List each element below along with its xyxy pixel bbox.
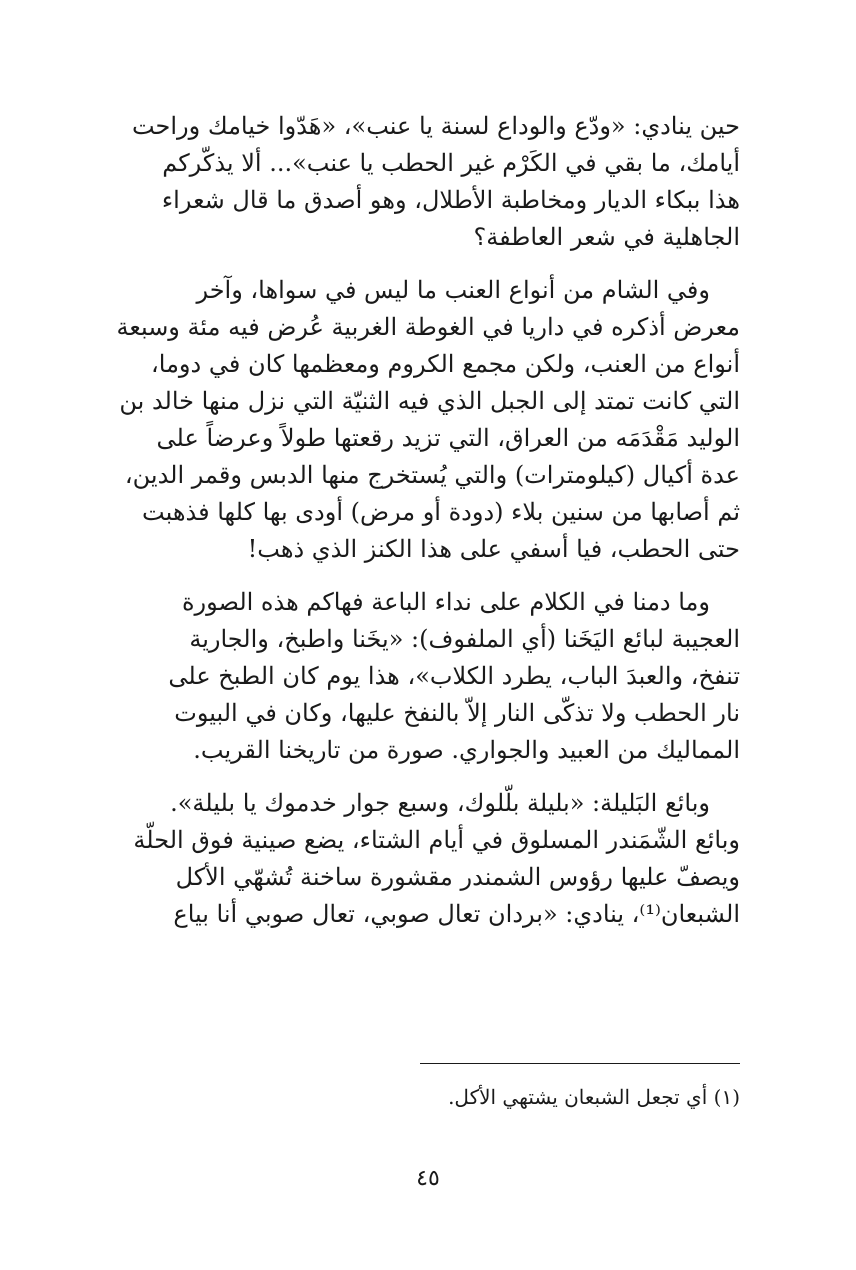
text-line: حين ينادي: «ودّع والوداع لسنة يا عنب»، «هَدّوا خيامك وراحت [131,112,740,140]
text-line: وبائع الشّمَندر المسلوق في أيام الشتاء، يضع صينية فوق الحلّة [133,826,740,854]
text-line: حتى الحطب، فيا أسفي على هذا الكنز الذي ذهب! [247,535,740,563]
page-body [118,108,740,949]
text-line: عدة أكيال (كيلومترات) والتي يُستخرج منها الدبس وقمر الدين، [124,461,740,489]
text-line: الجاهلية في شعر العاطفة؟ [473,223,740,251]
text-line: وما دمنا في الكلام على نداء الباعة فهاكم هذه الصورة [181,588,710,616]
paragraph-2 [118,272,740,568]
footnote-divider [420,1063,740,1064]
text-line: ويصفّ عليها رؤوس الشمندر مقشورة ساخنة تُشهّي الأكل [175,863,740,891]
text-line: الشبعان⁽¹⁾، ينادي: «بردان تعال صوبي، تعال صوبي أنا بياع [173,900,740,928]
text-line: العجيبة لبائع اليَخَنا (أي الملفوف): «يخَنا واطبخ، والجارية [189,625,740,653]
text-line: الوليد مَقْدَمَه من العراق، التي تزيد رقعتها طولاً وعرضاً على [156,424,740,452]
text-line: المماليك من العبيد والجواري. صورة من تاريخنا القريب. [193,736,740,764]
text-line: نار الحطب ولا تذكّى النار إلاّ بالنفخ عليها، وكان في البيوت [174,699,740,727]
page-number: ٤٥ [416,1166,440,1191]
text-line: أنواع من العنب، ولكن مجمع الكروم ومعظمها كان في دوما، [151,350,740,378]
text-line: أيامك، ما بقي في الكَرْم غير الحطب يا عنب»... ألا يذكّركم [162,149,740,177]
text-line: هذا ببكاء الديار ومخاطبة الأطلال، وهو أصدق ما قال شعراء [161,186,740,214]
text-line: التي كانت تمتد إلى الجبل الذي فيه الثنيّة التي نزل منها خالد بن [119,387,740,415]
text-line: وبائع البَليلة: «بليلة بلّلوك، وسبع جوار خدموك يا بليلة». [170,789,710,817]
text-line: تنفخ، والعبدَ الباب، يطرد الكلاب»، هذا يوم كان الطبخ على [168,662,740,690]
paragraph-3 [118,584,740,769]
text-line: معرض أذكره في داريا في الغوطة الغربية عُرض فيه مئة وسبعة [116,313,740,341]
text-line: وفي الشام من أنواع العنب ما ليس في سواها، وآخر [196,276,710,304]
paragraph-1 [118,108,740,256]
paragraph-4 [118,785,740,933]
text-line: ثم أصابها من سنين بلاء (دودة أو مرض) أودى بها كلها فذهبت [142,498,740,526]
footnote: (١) أي تجعل الشبعان يشتهي الأكل. [448,1085,740,1109]
